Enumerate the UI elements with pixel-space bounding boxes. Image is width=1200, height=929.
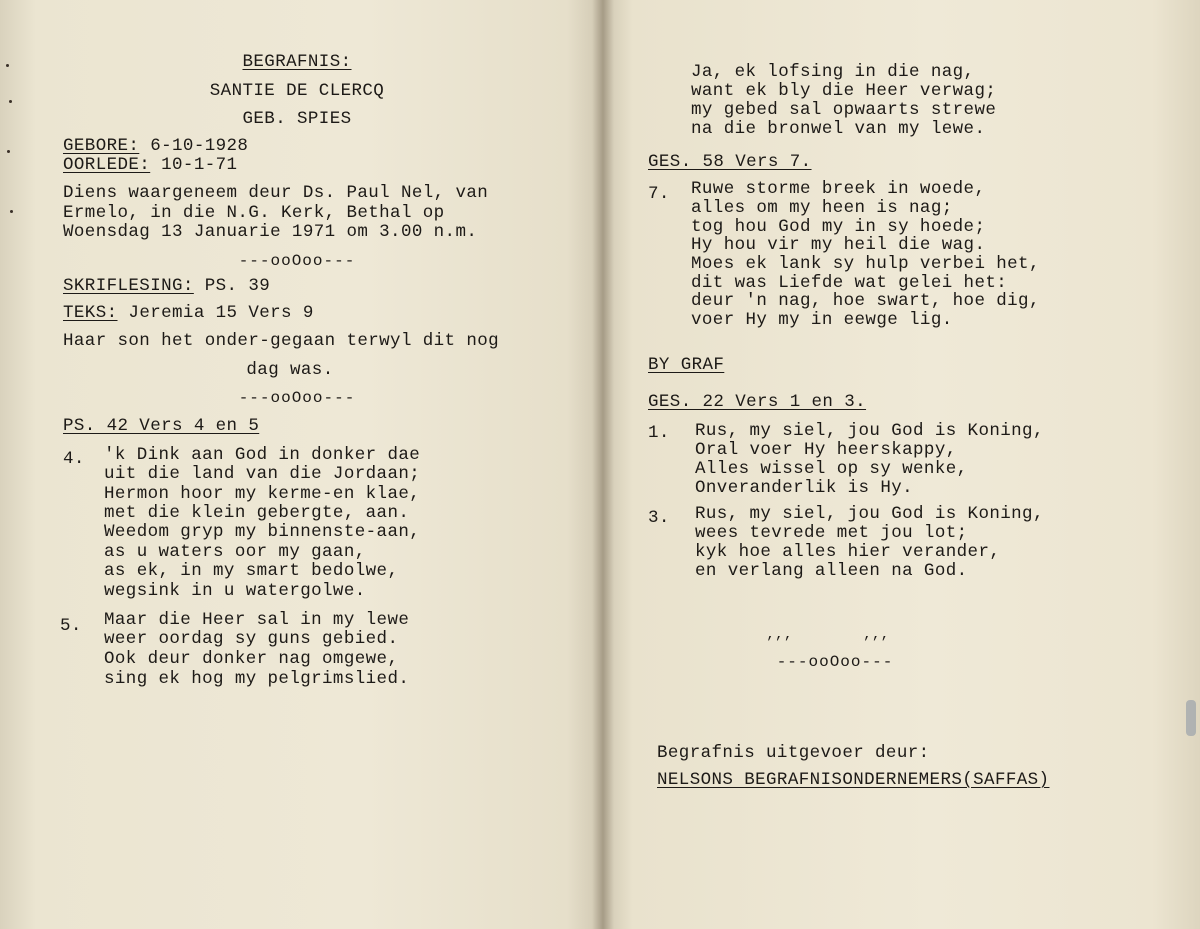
service-line: Woensdag 13 Januarie 1971 om 3.00 n.m. [63,222,478,242]
undertaker-name: NELSONS BEGRAFNISONDERNEMERS(SAFFAS) [657,770,1050,790]
verse-line: Hy hou vir my heil die wag. [691,235,986,255]
quote-line: dag was. [246,360,334,380]
margin-mark [7,150,10,153]
born-label: GEBORE: [63,136,140,156]
deceased-name: SANTIE DE CLERCQ [209,81,385,101]
page-stain [1186,700,1196,736]
reading-label: SKRIFLESING: [63,276,194,296]
verse-line: Onveranderlik is Hy. [695,478,914,498]
verse-line: Maar die Heer sal in my lewe [104,610,410,630]
right-page [603,0,1200,929]
verse-line: as u waters oor my gaan, [104,542,366,562]
verse-line: Ruwe storme breek in woede, [691,179,986,199]
text-line [63,305,314,323]
verse-line: na die bronwel van my lewe. [691,119,986,139]
verse-line: dit was Liefde wat gelei het: [691,273,1008,293]
verse-line: deur 'n nag, hoe swart, hoe dig, [691,291,1040,311]
verse-line: wees tevrede met jou lot; [695,523,968,543]
verse-line: Oral voer Hy heerskappy, [695,440,957,460]
undertaker-label: Begrafnis uitgevoer deur: [657,743,930,763]
verse-line: voer Hy my in eewge lig. [691,310,953,330]
verse-line: sing ek hog my pelgrimslied. [104,669,410,689]
verse-number: 1. [648,423,670,443]
born-date: 6-10-1928 [139,136,249,156]
verse-number: 4. [63,449,85,469]
verse-number: 3. [648,508,670,528]
service-line: Ermelo, in die N.G. Kerk, Bethal op [63,203,445,223]
quote-line: Haar son het onder-gegaan terwyl dit nog [63,331,500,351]
verse-line: met die klein gebergte, aan. [104,503,410,523]
verse-line: Rus, my siel, jou God is Koning, [695,421,1044,441]
verse-line: Rus, my siel, jou God is Koning, [695,504,1044,524]
verse-line: Alles wissel op sy wenke, [695,459,968,479]
verse-line: Ook deur donker nag omgewe, [104,649,399,669]
died-date: 10-1-71 [150,155,238,175]
separator: ---ooOoo--- [776,653,894,671]
verse-line: Ja, ek lofsing in die nag, [691,62,975,82]
verse-line: wegsink in u watergolwe. [104,581,366,601]
verse-line: as ek, in my smart bedolwe, [104,561,399,581]
verse-number: 7. [648,184,670,204]
text-label: TEKS: [63,303,118,323]
separator: ---ooOoo--- [238,252,356,270]
verse-line: tog hou God my in sy hoede; [691,217,986,237]
verse-line: want ek bly die Heer verwag; [691,81,997,101]
verse-line: uit die land van die Jordaan; [104,464,421,484]
ornament-ticks: ,,, ,,, [766,627,890,643]
died-line [63,157,237,175]
separator: ---ooOoo--- [238,389,356,407]
margin-mark [6,64,9,67]
hymn22-heading: GES. 22 Vers 1 en 3. [648,392,867,412]
verse-line: Weedom gryp my binnenste-aan, [104,522,421,542]
reading-value: PS. 39 [193,276,271,296]
verse-line: 'k Dink aan God in donker dae [104,445,421,465]
born-line [63,138,248,156]
verse-line: Moes ek lank sy hulp verbei het, [691,254,1040,274]
service-line: Diens waargeneem deur Ds. Paul Nel, van [63,183,489,203]
verse-line: weer oordag sy guns gebied. [104,629,399,649]
psalm-heading: PS. 42 Vers 4 en 5 [63,416,260,436]
verse-number: 5. [60,616,82,636]
verse-line: alles om my heen is nag; [691,198,953,218]
margin-mark [9,100,12,103]
text-value: Jeremia 15 Vers 9 [117,303,314,323]
heading-begrafnis: BEGRAFNIS: [242,52,352,72]
verse-line: Hermon hoor my kerme-en klae, [104,484,421,504]
reading-line [63,278,270,296]
book-gutter [592,0,614,929]
margin-mark [10,210,13,213]
verse-line: my gebed sal opwaarts strewe [691,100,997,120]
verse-line: kyk hoe alles hier verander, [695,542,1001,562]
hymn58-heading: GES. 58 Vers 7. [648,152,812,172]
grave-heading: BY GRAF [648,355,725,375]
died-label: OORLEDE: [63,155,151,175]
maiden-name: GEB. SPIES [242,109,352,129]
verse-line: en verlang alleen na God. [695,561,968,581]
